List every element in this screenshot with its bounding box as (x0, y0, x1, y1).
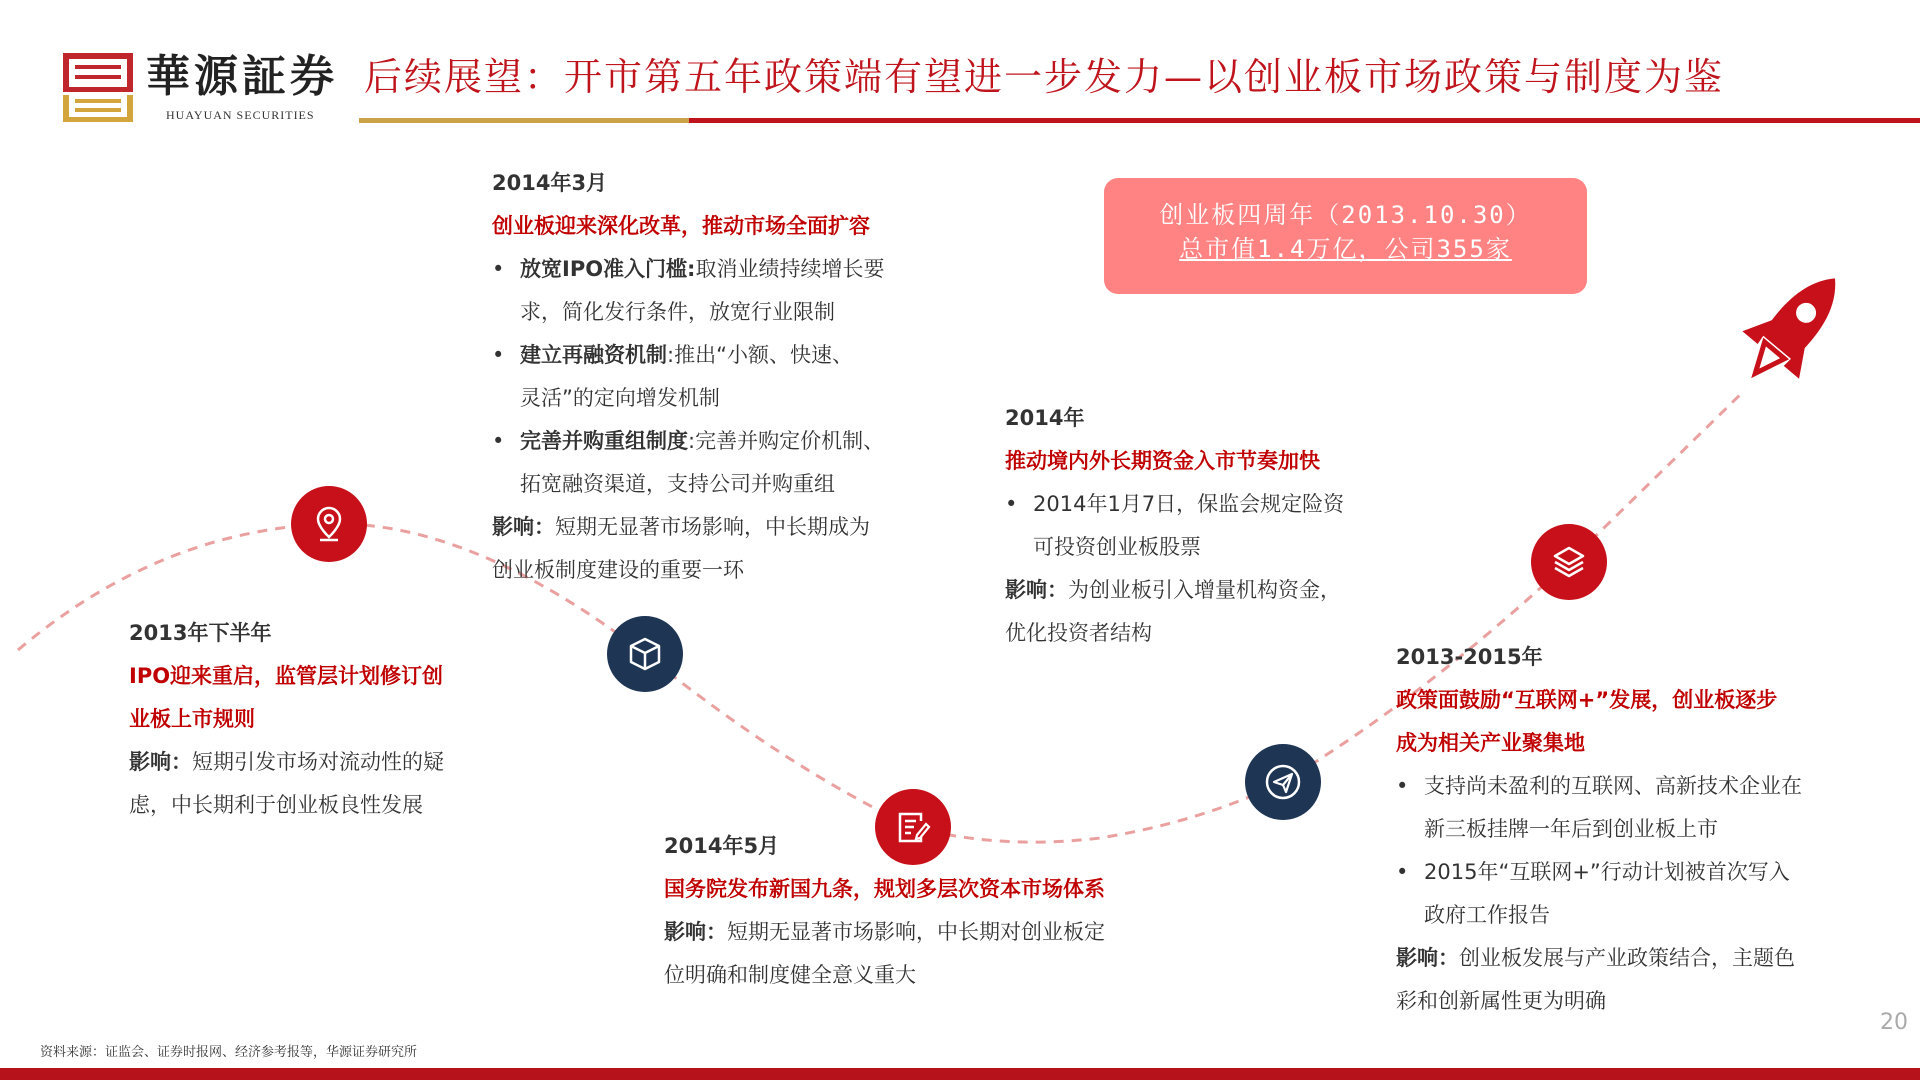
event-headline: IPO迎来重启，监管层计划修订创 (129, 664, 444, 688)
bullet-text: 拓宽融资渠道，支持公司并购重组 (520, 472, 835, 496)
bullet-text: 求，简化发行条件，放宽行业限制 (520, 300, 835, 324)
impact-label: 影响： (492, 515, 555, 539)
bullet-label: 放宽IPO准入门槛: (520, 257, 696, 281)
brand-name-en: HUAYUAN SECURITIES (166, 108, 315, 122)
source-note: 资料来源：证监会、证券时报网、经济参考报等，华源证券研究所 (40, 1045, 418, 1060)
location-pin-icon (291, 486, 367, 562)
bullet-text: 灵活”的定向增发机制 (520, 386, 720, 410)
event-date: 2014年5月 (664, 834, 780, 858)
page-number: 20 (1880, 1010, 1908, 1035)
bullet-text: :完善并购定价机制、 (688, 429, 885, 453)
event-2013h2 (129, 612, 444, 827)
bullet-text: 政府工作报告 (1424, 903, 1550, 927)
page-title: 后续展望：开市第五年政策端有望进一步发力—以创业板市场政策与制度为鉴 (364, 55, 1725, 99)
highlight-line1: 创业板四周年（2013.10.30） (1159, 201, 1532, 229)
impact-text: 短期无显著市场影响，中长期对创业板定 (727, 920, 1105, 944)
bullet-label: 完善并购重组制度 (520, 429, 688, 453)
layers-icon (1531, 524, 1607, 600)
impact-text: 短期引发市场对流动性的疑 (192, 750, 444, 774)
impact-text: 位明确和制度健全意义重大 (664, 963, 916, 987)
rocket-icon (1735, 262, 1845, 406)
bullet-text: 可投资创业板股票 (1033, 535, 1201, 559)
anniversary-highlight (1104, 178, 1587, 294)
bullet-text: :推出“小额、快速、 (667, 343, 853, 367)
bullet-text: 新三板挂牌一年后到创业板上市 (1424, 817, 1718, 841)
impact-label: 影响： (664, 920, 727, 944)
event-2014-05 (664, 825, 1105, 997)
impact-label: 影响： (129, 750, 192, 774)
bullet-text: • 支持尚未盈利的互联网、高新技术企业在 (1396, 765, 1802, 808)
highlight-line2: 总市值1.4万亿，公司355家 (1179, 235, 1512, 263)
brand-name: 華源証券 (146, 51, 338, 102)
bottom-bar (0, 1068, 1920, 1080)
impact-text: 彩和创新属性更为明确 (1396, 989, 1606, 1013)
event-headline: 推动境内外长期资金入市节奏加快 (1005, 449, 1320, 473)
cube-icon (607, 616, 683, 692)
event-date: 2014年 (1005, 406, 1085, 430)
event-headline: 成为相关产业聚集地 (1396, 731, 1585, 755)
impact-text: 创业板发展与产业政策结合，主题色 (1459, 946, 1795, 970)
event-headline: 创业板迎来深化改革，推动市场全面扩容 (492, 214, 870, 238)
bullet-text: • 2014年1月7日，保监会规定险资 (1005, 483, 1344, 526)
event-2013-2015 (1396, 636, 1802, 1023)
event-date: 2014年3月 (492, 171, 608, 195)
event-date: 2013-2015年 (1396, 645, 1543, 669)
send-icon (1245, 744, 1321, 820)
bullet-text: • 2015年“互联网+”行动计划被首次写入 (1396, 851, 1802, 894)
impact-text: 创业板制度建设的重要一环 (492, 558, 744, 582)
impact-text: 短期无显著市场影响，中长期成为 (555, 515, 870, 539)
bullet-label: 建立再融资机制 (520, 343, 667, 367)
bullet-text: 取消业绩持续增长要 (695, 257, 885, 281)
event-headline: 业板上市规则 (129, 707, 255, 731)
impact-text: 优化投资者结构 (1005, 621, 1152, 645)
impact-label: 影响： (1396, 946, 1459, 970)
event-date: 2013年下半年 (129, 621, 272, 645)
event-headline: 国务院发布新国九条，规划多层次资本市场体系 (664, 877, 1105, 901)
event-headline: 政策面鼓励“互联网+”发展，创业板逐步 (1396, 688, 1778, 712)
event-2014-03 (492, 162, 884, 592)
impact-text: 为创业板引入增量机构资金， (1068, 578, 1341, 602)
event-2014 (1005, 397, 1344, 655)
impact-label: 影响： (1005, 578, 1068, 602)
impact-text: 虑，中长期利于创业板良性发展 (129, 793, 423, 817)
